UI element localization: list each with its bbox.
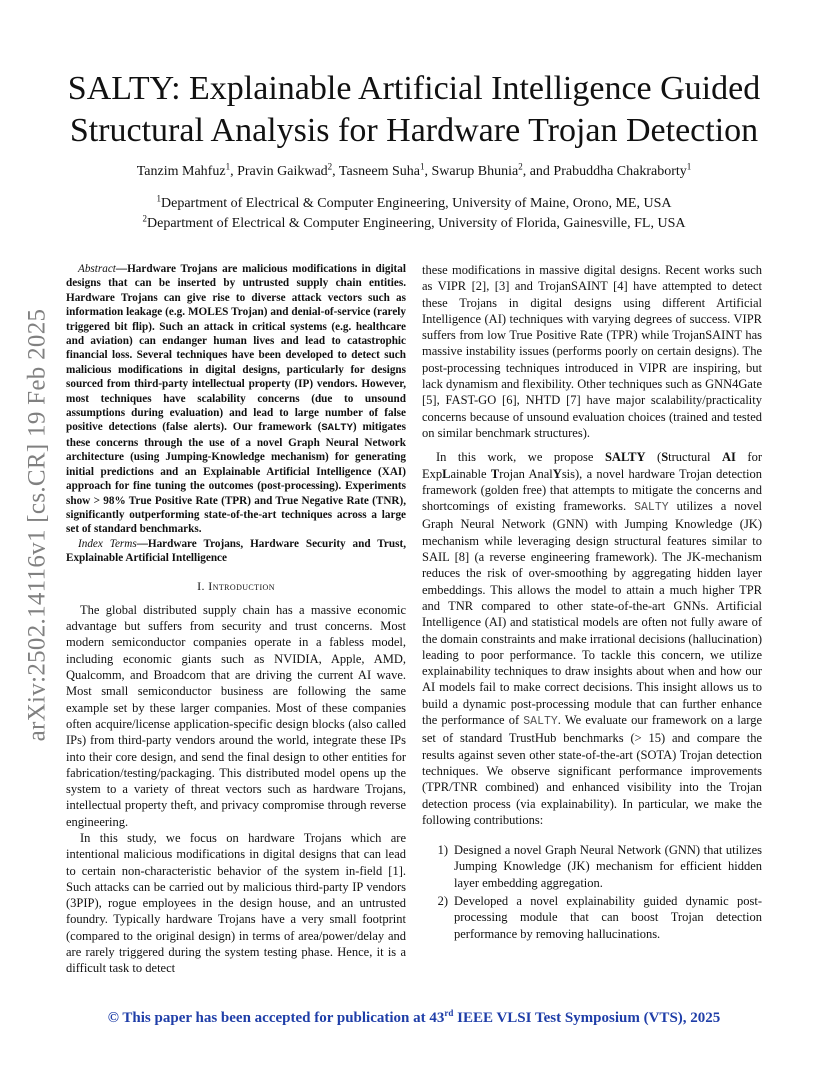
- contributions-list: [422, 842, 762, 942]
- author-separator: ,: [332, 164, 339, 179]
- list-item: [422, 893, 762, 942]
- author-list: [60, 162, 768, 182]
- affiliation-line: [60, 194, 768, 214]
- author-name: Tanzim Mahfuz: [136, 164, 226, 179]
- text-run: ainable: [450, 466, 491, 481]
- affiliation-text: Department of Electrical & Computer Engineering, University of Florida, Gainesville, FL, USA: [147, 216, 686, 231]
- section-heading-introduction: I. Introduction: [197, 578, 275, 593]
- abstract-text-continued: ) mitigates these concerns through the use of a novel Graph Neural Network architecture (using Jumping-Knowledge mechanism) for generating initial predictions and an Explainable Artificial Intelligence (XAI) approach for fine tuning the outcomes (post-processing). Experiments show > 98% True Positive Rate (TPR) and True Negative Rate (TNR), significantly outperforming state-of-the-art techniques across a large set of standard benchmarks.: [66, 421, 406, 536]
- author-name: Pravin Gaikwad: [237, 164, 328, 179]
- author-separator: , and: [522, 164, 554, 179]
- author-separator: ,: [424, 164, 432, 179]
- text-run: rojan Anal: [499, 466, 553, 481]
- author-name: Swarup Bhunia: [431, 164, 519, 179]
- publication-notice-venue: IEEE VLSI Test Symposium (VTS), 2025: [453, 1010, 721, 1026]
- author-affiliation-mark: 1: [686, 161, 692, 172]
- abstract-label: Abstract: [78, 263, 116, 275]
- author-name: Prabuddha Chakraborty: [553, 164, 687, 179]
- author-affiliation-mark: 1: [419, 161, 425, 172]
- text-run: In this work, we propose: [436, 450, 605, 465]
- acronym-letter: Y: [552, 466, 562, 481]
- author-affiliation-mark: 2: [518, 161, 523, 172]
- intro-paragraph-continued: these modifications in massive digital designs. Recent works such as VIPR [2], [3] and TrojanSAINT [4] have attempted to detect these Trojans in digital designs using different Artificial Intelligence (AI) techniques with varying degrees of success. VIPR suffers from low True Positive Rate (TPR) while TrojanSAINT has massive instability issues (performs poorly on certain designs). The post-processing techniques introduced in VIPR are inspiring, but lack dynamism and flexibility. Other techniques such as GNN4Gate [5], FAST-GO [6], NHTD [7] have major scalability/practicality concerns because of unsound evaluation choices (trained and tested on similar benchmark structures).: [422, 263, 762, 440]
- text-run: . We evaluate our framework on a large set of standard TrustHub benchmarks (> 15) and compare the results against seven other state-of-the-art (SOTA) Trojan detection techniques. We observe significant performance improvements (TPR/TNR combined) and enhanced visibility into the Trojan detection process (via explainability). In particular, we make the following contributions:: [422, 713, 762, 827]
- author-affiliation-mark: 1: [225, 161, 231, 172]
- right-column: [422, 262, 762, 944]
- title-line-1: SALTY: Explainable Artificial Intelligence Guided: [67, 70, 761, 107]
- abstract-salty-name: SALTY: [321, 422, 353, 435]
- affiliation-line: [60, 214, 768, 234]
- intro-paragraph: In this study, we focus on hardware Trojans which are intentional malicious modifications in digital designs that can lead to certain non-characteristic behavior of the system in-field [1]. Such attacks can be carried out by malicious third-party IP vendors (3PIP), rogue employees in the design house, and an untrusted foundry. Typically hardware Trojans have a very small footprint (compared to the original design) in terms of area/power/delay and are rarely triggered during the system testing phase. Hence, it is a difficult task to detect: [66, 830, 406, 976]
- list-item: [422, 842, 762, 891]
- paper-title: [60, 68, 768, 152]
- acronym-letter: L: [442, 466, 451, 481]
- framework-name-mono: SALTY: [634, 501, 669, 515]
- text-run: tructural: [668, 450, 722, 465]
- author-separator: ,: [230, 164, 238, 179]
- index-terms-dash: —: [136, 537, 148, 550]
- author-affiliation-mark: 2: [327, 161, 333, 172]
- framework-name-bold: SALTY: [604, 450, 646, 465]
- ordinal-suffix: rd: [444, 1008, 454, 1018]
- acronym-letter: T: [490, 466, 500, 481]
- abstract: [66, 262, 406, 537]
- text-run: sis), a novel hardware Trojan detection framework (golden free) that attempts to mitigate the concerns and shortcomings of existing frameworks.: [422, 466, 762, 514]
- list-item-number: 2): [437, 893, 448, 908]
- text-run: (: [645, 450, 662, 465]
- affiliation-number: 2: [142, 213, 147, 224]
- affiliation-block: [60, 194, 768, 234]
- framework-name-mono: SALTY: [523, 715, 558, 729]
- list-item-number: 1): [437, 843, 448, 858]
- list-item-text: Developed a novel explainability guided dynamic post-processing module that can boost Trojan detection performance by removing hallucinations.: [454, 893, 762, 941]
- affiliation-text: Department of Electrical & Computer Engineering, University of Maine, Orono, ME, USA: [161, 196, 672, 211]
- text-run: utilizes a novel Graph Neural Network (GNN) with Jumping Knowledge (JK) mechanism while leveraging design structural features similar to SAIL [8] (a reverse engineering framework). The JK-mechanism reduces the risk of over-smoothing by aggregating hidden layer embeddings. This allows the model to attain a much higher TPR and TNR compared to other state-of-the-art GNNs. Artificial Intelligence (AI) and statistical models are often not fully aware of the domain constraints and make irrational decisions (hallucination) leading to poor performance. To tackle this concern, we utilize explainability techniques to draw insights about when and how our AI models fail to make correct decisions. This insight allows us to build a dynamic post-processing module that can further enhance the performance of: [422, 499, 762, 728]
- index-terms-label: Index Terms: [78, 537, 137, 550]
- intro-paragraph: The global distributed supply chain has a massive economic advantage but suffers from security and trust concerns. Most modern semiconductor companies operate in a fabless model, including economic giants such as NVIDIA, Apple, AMD, Qualcomm, and Broadcom that are driving the current AI wave. Most small semiconductor business are following the same example set by these larger companies. Most of these companies often acquire/license application-specific design blocks (also called IPs) from third-party vendors around the world, integrate these IPs into their core design, and send the final design to other entities for fabrication/testing/packaging. This distributed model opens up the system to a variety of threat vectors such as hardware Trojans, intellectual property theft, and privacy compromise through reverse engineering.: [66, 602, 406, 829]
- abstract-text: Hardware Trojans are malicious modifications in digital designs that can be inserted by untrusted supply chain entities. Hardware Trojans can give rise to diverse attack vectors such as information leakage (e.g. MOLES Trojan) and denial-of-service (rarely triggered bit flip). Such an attack in critical systems (e.g. healthcare and aviation) can endanger human lives and lead to catastrophic financial loss. Several techniques have been developed to detect such malicious modifications in digital designs, particularly for designs sourced from third-party intellectual property (IP) vendors. However, most techniques have scalability concerns (due to unsound assumptions during evaluation) and lead to large number of false positive detections (false alerts). Our framework (: [66, 263, 406, 434]
- author-name: Tasneem Suha: [338, 164, 420, 179]
- acronym-letter: AI: [722, 450, 736, 465]
- intro-paragraph-proposal: [422, 449, 762, 828]
- list-item-text: Designed a novel Graph Neural Network (GNN) that utilizes Jumping Knowledge (JK) mechanism for efficient hidden layer embedding aggregation.: [454, 843, 762, 890]
- text-run: for Exp: [422, 450, 762, 481]
- affiliation-number: 1: [156, 193, 161, 204]
- arxiv-identifier: arXiv:2502.14116v1 [cs.CR] 19 Feb 2025: [23, 308, 51, 742]
- index-terms: [66, 537, 406, 566]
- acronym-letter: S: [661, 450, 669, 465]
- publication-notice-text: © This paper has been accepted for publication at 43: [107, 1010, 445, 1026]
- arxiv-sidebar-stamp: [22, 290, 52, 760]
- index-terms-text: Hardware Trojans, Hardware Security and Trust, Explainable Artificial Intelligence: [66, 537, 406, 565]
- title-line-2: Structural Analysis for Hardware Trojan Detection: [69, 112, 759, 149]
- publication-notice: [60, 1010, 768, 1027]
- abstract-dash: —: [115, 263, 128, 275]
- left-column: [66, 262, 406, 977]
